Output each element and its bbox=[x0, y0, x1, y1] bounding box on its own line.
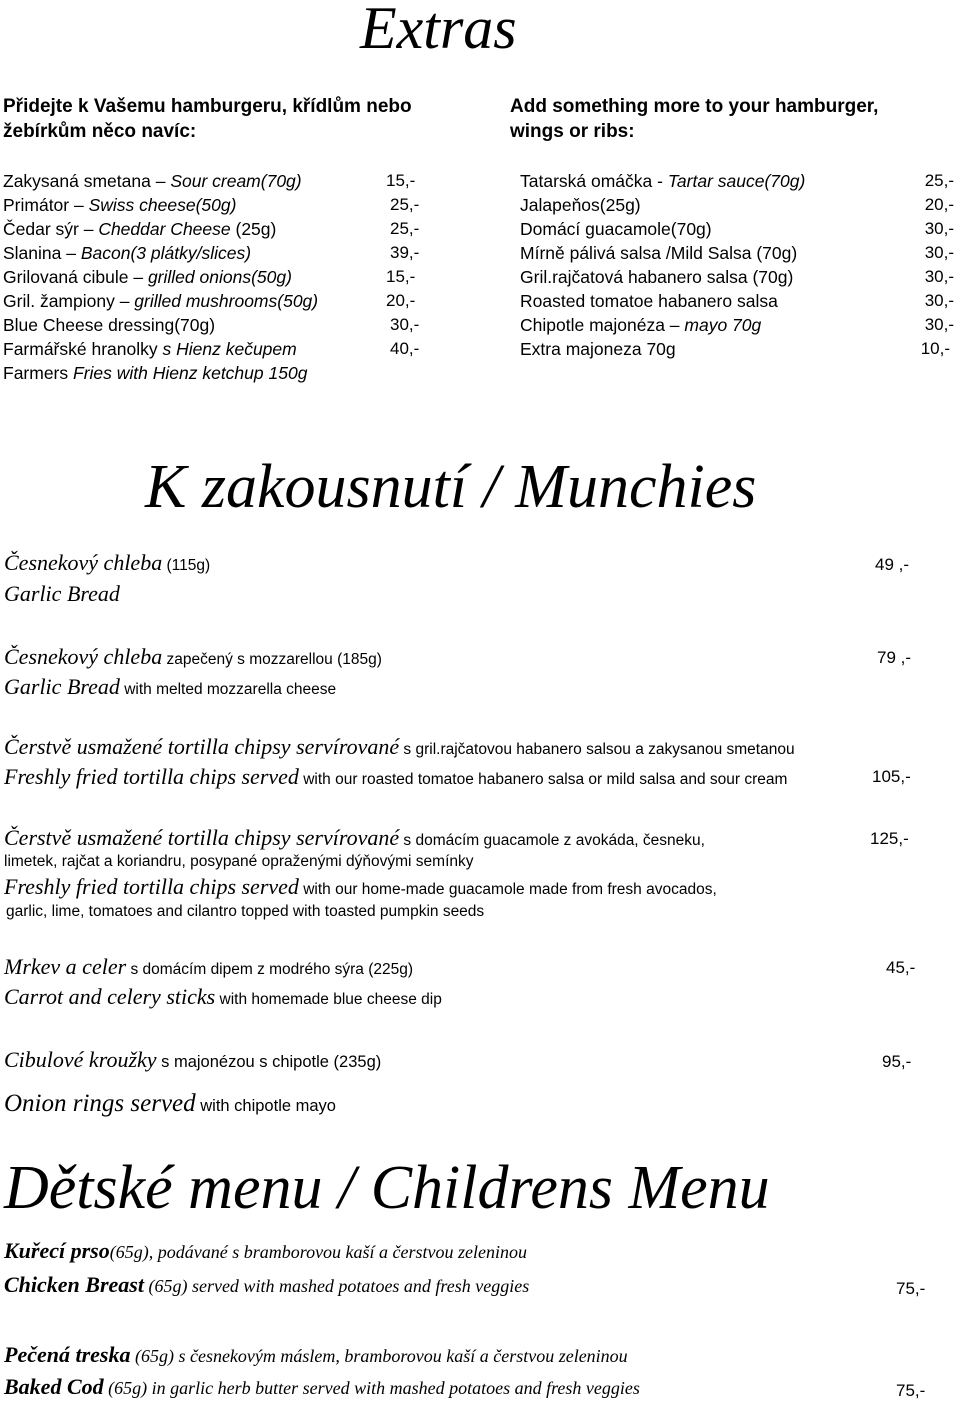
price: 75,- bbox=[896, 1381, 926, 1400]
item-name-en: Chicken Breast bbox=[4, 1272, 144, 1297]
price: 40,- bbox=[390, 339, 420, 358]
price: 45,- bbox=[886, 958, 916, 977]
price: 10,- bbox=[920, 339, 950, 358]
price: 30,- bbox=[924, 243, 954, 262]
item-name-en: Freshly fried tortilla chips served bbox=[4, 874, 299, 899]
item-name-en: Baked Cod bbox=[4, 1374, 104, 1399]
price: 39,- bbox=[390, 243, 420, 262]
price: 49 ,- bbox=[875, 555, 910, 574]
extras-heading-cz bbox=[3, 94, 412, 144]
extras-left-item: Farmářské hranolky s Hienz kečupem 40,- bbox=[3, 339, 420, 359]
extras-left-item: Čedar sýr – Cheddar Cheese (25g) 25,- bbox=[3, 219, 420, 239]
price: 79 ,- bbox=[877, 648, 912, 667]
menu-item-chips-guacamole: Čerstvě usmažené tortilla chipsy servírované s domácím guacamole z avokáda, česneku, bbox=[4, 825, 705, 850]
price: 25,- bbox=[390, 195, 420, 214]
menu-item-chips-salsa-en: Freshly fried tortilla chips served with our roasted tomatoe habanero salsa or mild salsa and sour cream bbox=[4, 764, 788, 789]
item-name-cz: Česnekový chleba bbox=[4, 644, 163, 669]
extras-left-item: Gril. žampiony – grilled mushrooms(50g) 20,- bbox=[3, 291, 416, 311]
price: 15,- bbox=[386, 171, 416, 190]
extras-right-item: Jalapeňos(25g) 20,- bbox=[520, 195, 954, 215]
extras-left-item: Slanina – Bacon(3 plátky/slices) 39,- bbox=[3, 243, 420, 263]
menu-item-cod: Pečená treska (65g) s česnekovým máslem, bramborovou kaší a čerstvou zeleninou bbox=[4, 1342, 628, 1367]
menu-item-onion-rings: Cibulové kroužky s majonézou s chipotle (235g) bbox=[4, 1047, 382, 1072]
extras-right-item: Domácí guacamole(70g) 30,- bbox=[520, 219, 954, 239]
item-desc-cz-2: limetek, rajčat a koriandru, posypané opraženými dýňovými semínky bbox=[4, 853, 474, 870]
menu-item-chicken-en: Chicken Breast (65g) served with mashed potatoes and fresh veggies bbox=[4, 1272, 530, 1297]
menu-item-cod-en: Baked Cod (65g) in garlic herb butter served with mashed potatoes and fresh veggies bbox=[4, 1374, 640, 1399]
item-name-cz: Pečená treska bbox=[4, 1342, 131, 1367]
extras-right-item: Tatarská omáčka - Tartar sauce(70g) 25,- bbox=[520, 171, 954, 191]
menu-item-chips-guacamole-en: Freshly fried tortilla chips served with our home-made guacamole made from fresh avocados, bbox=[4, 874, 717, 899]
munchies-title: K zakousnutí / Munchies bbox=[145, 453, 757, 521]
item-name-en: Garlic Bread bbox=[4, 581, 120, 606]
price: 95,- bbox=[882, 1052, 912, 1071]
menu-item-chips-salsa: Čerstvě usmažené tortilla chipsy servírované s gril.rajčatovou habanero salsou a zakysanou smetanou bbox=[4, 734, 795, 759]
extras-heading-en bbox=[510, 94, 878, 144]
price: 25,- bbox=[924, 171, 954, 190]
price: 30,- bbox=[390, 315, 420, 334]
menu-item-garlic-bread-mozzarella-en: Garlic Bread with melted mozzarella cheese bbox=[4, 674, 337, 699]
item-name-cz: Cibulové kroužky bbox=[4, 1047, 157, 1072]
extras-left-list bbox=[3, 169, 493, 385]
extras-right-item: Extra majoneza 70g 10,- bbox=[520, 339, 950, 359]
item-name-en: Freshly fried tortilla chips served bbox=[4, 764, 299, 789]
item-name-cz: Česnekový chleba bbox=[4, 550, 163, 575]
item-name-en: Garlic Bread bbox=[4, 674, 120, 699]
menu-item-garlic-bread: Česnekový chleba (115g) bbox=[4, 550, 211, 575]
menu-item-garlic-bread-mozzarella: Česnekový chleba zapečený s mozzarellou (185g) bbox=[4, 644, 382, 669]
price: 30,- bbox=[924, 315, 954, 334]
menu-item-onion-rings-en: Onion rings served with chipotle mayo bbox=[4, 1090, 336, 1117]
extras-right-item: Gril.rajčatová habanero salsa (70g) 30,- bbox=[520, 267, 954, 287]
heading-cz-line-1: Přidejte k Vašemu hamburgeru, křídlům nebo bbox=[3, 96, 412, 117]
price: 105,- bbox=[872, 767, 911, 786]
extras-left-item: Blue Cheese dressing(70g) 30,- bbox=[3, 315, 420, 335]
item-name-en: Carrot and celery sticks bbox=[4, 984, 216, 1009]
menu-item-chicken: Kuřecí prso(65g), podávané s bramborovou kaší a čerstvou zeleninou bbox=[4, 1238, 528, 1263]
price: 75,- bbox=[896, 1279, 926, 1298]
item-name-cz: Čerstvě usmažené tortilla chipsy servírované bbox=[4, 734, 400, 759]
extras-left-item: Farmers Fries with Hienz ketchup 150g bbox=[3, 363, 308, 383]
price: 15,- bbox=[386, 267, 416, 286]
extras-right-list bbox=[520, 169, 956, 361]
extras-right-item: Chipotle majonéza – mayo 70g 30,- bbox=[520, 315, 954, 335]
item-name-cz: Mrkev a celer bbox=[4, 954, 127, 979]
heading-cz-line-2: žebírkům něco navíc: bbox=[3, 121, 197, 142]
extras-left-item: Primátor – Swiss cheese(50g) 25,- bbox=[3, 195, 420, 215]
extras-left-item: Grilovaná cibule – grilled onions(50g) 15,- bbox=[3, 267, 416, 287]
price: 125,- bbox=[870, 829, 909, 848]
price: 25,- bbox=[390, 219, 420, 238]
price: 30,- bbox=[924, 267, 954, 286]
extras-right-item: Mírně pálivá salsa /Mild Salsa (70g) 30,- bbox=[520, 243, 954, 263]
item-desc-en-2: garlic, lime, tomatoes and cilantro topped with toasted pumpkin seeds bbox=[6, 903, 485, 920]
item-name-cz: Kuřecí prso bbox=[4, 1238, 110, 1263]
price: 20,- bbox=[386, 291, 416, 310]
heading-en-line-1: Add something more to your hamburger, bbox=[510, 96, 879, 117]
item-name-en: Onion rings served bbox=[4, 1090, 196, 1117]
extras-title: Extras bbox=[360, 0, 517, 61]
item-name-cz: Čerstvě usmažené tortilla chipsy servírované bbox=[4, 825, 400, 850]
kids-menu-title: Dětské menu / Childrens Menu bbox=[4, 1154, 770, 1222]
extras-left-item: Zakysaná smetana – Sour cream(70g) 15,- bbox=[3, 171, 416, 191]
price: 30,- bbox=[924, 291, 954, 310]
price: 30,- bbox=[924, 219, 954, 238]
extras-right-item: Roasted tomatoe habanero salsa 30,- bbox=[520, 291, 954, 311]
menu-item-carrot-celery-en: Carrot and celery sticks with homemade blue cheese dip bbox=[4, 984, 442, 1009]
menu-item-carrot-celery: Mrkev a celer s domácím dipem z modrého sýra (225g) bbox=[4, 954, 414, 979]
heading-en-line-2: wings or ribs: bbox=[510, 121, 635, 142]
price: 20,- bbox=[924, 195, 954, 214]
